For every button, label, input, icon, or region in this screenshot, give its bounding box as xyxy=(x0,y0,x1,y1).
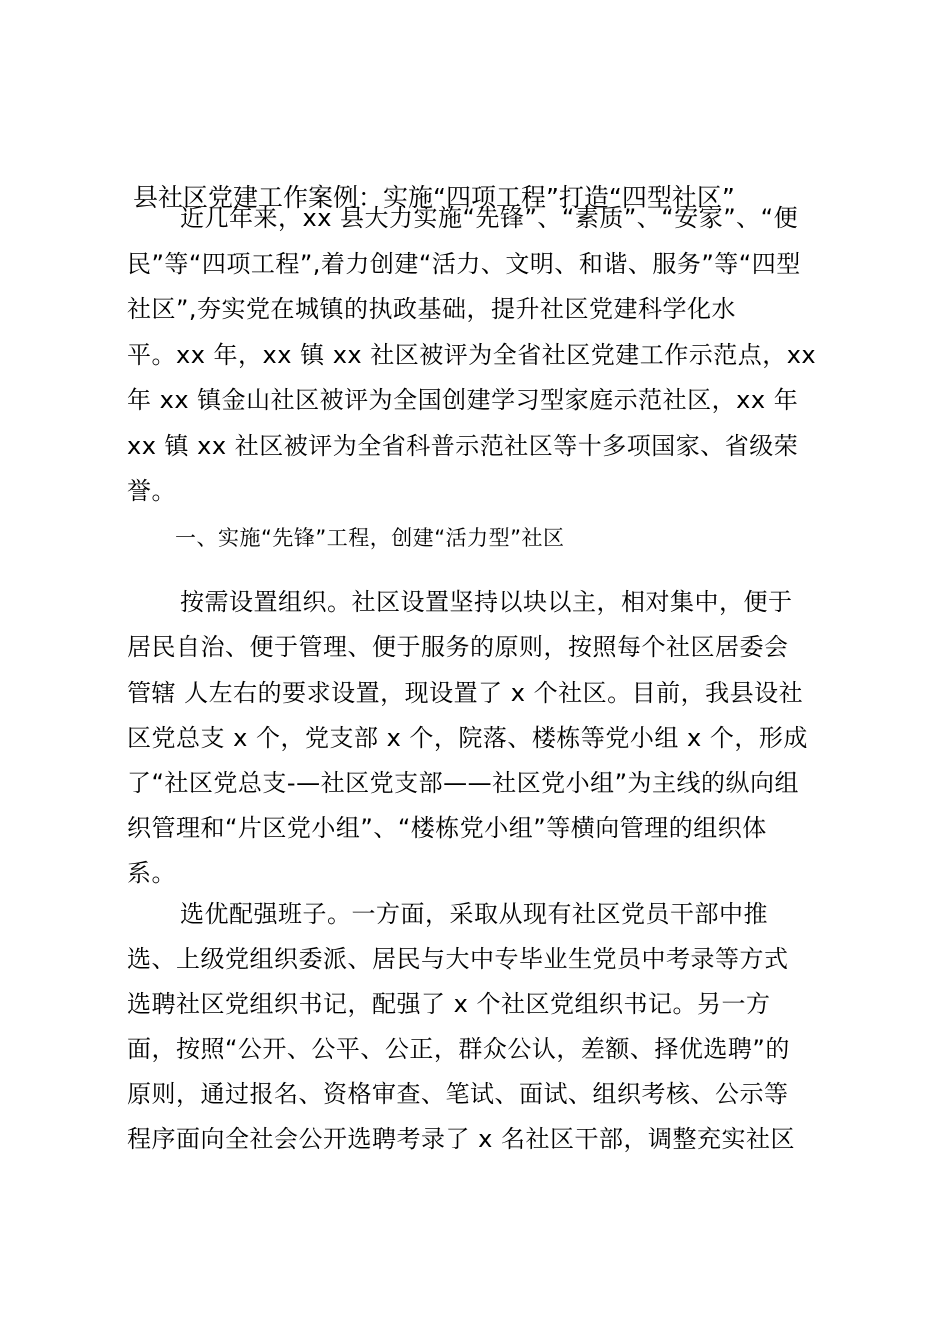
paragraph-line: 面，按照“公开、公平、公正，群众公认，差额、择优选聘”的 xyxy=(127,1035,790,1063)
paragraph-line: 平。xx 年，xx 镇 xx 社区被评为全省社区党建工作示范点，xx xyxy=(127,341,817,369)
paragraph-line: 原则，通过报名、资格审查、笔试、面试、组织考核、公示等 xyxy=(127,1080,789,1108)
paragraph-line: 选优配强班子。一方面，采取从现有社区党员干部中推 xyxy=(180,900,768,928)
paragraph-line: xx 镇 xx 社区被评为全省科普示范社区等十多项国家、省级荣 xyxy=(127,432,799,460)
paragraph-line: 社区”,夯实党在城镇的执政基础，提升社区党建科学化水 xyxy=(127,295,737,323)
paragraph-line: 了“社区党总支-—社区党支部——社区党小组”为主线的纵向组 xyxy=(127,769,800,797)
paragraph-line: 居民自治、便于管理、便于服务的原则，按照每个社区居委会 xyxy=(127,633,789,661)
paragraph-line: 选聘社区党组织书记，配强了 x 个社区党组织书记。另一方 xyxy=(127,990,771,1018)
paragraph-line: 系。 xyxy=(127,859,176,887)
paragraph-line: 近几年来，xx 县大力实施“先锋”、“素质”、“安家”、“便 xyxy=(180,204,799,232)
section-heading: 一、实施“先锋”工程，创建“活力型”社区 xyxy=(175,526,565,550)
paragraph-line: 年 xx 镇金山社区被评为全国创建学习型家庭示范社区，xx 年 xyxy=(127,386,799,414)
paragraph-line: 织管理和“片区党小组”、“楼栋党小组”等横向管理的组织体 xyxy=(127,814,767,842)
paragraph-line: 程序面向全社会公开选聘考录了 x 名社区干部，调整充实社区 xyxy=(127,1125,795,1153)
document-title: 县社区党建工作案例：实施“四项工程”打造“四型社区” xyxy=(133,183,735,212)
paragraph-line: 誉。 xyxy=(127,477,176,505)
paragraph-line: 选、上级党组织委派、居民与大中专毕业生党员中考录等方式 xyxy=(127,945,789,973)
paragraph-line: 区党总支 x 个，党支部 x 个，院落、楼栋等党小组 x 个，形成 xyxy=(127,724,808,752)
paragraph-line: 按需设置组织。社区设置坚持以块以主，相对集中，便于 xyxy=(180,588,793,616)
paragraph-line: 管辖 人左右的要求设置，现设置了 x 个社区。目前，我县设社 xyxy=(127,679,804,707)
paragraph-line: 民”等“四项工程”,着力创建“活力、文明、和谐、服务”等“四型 xyxy=(127,250,801,278)
